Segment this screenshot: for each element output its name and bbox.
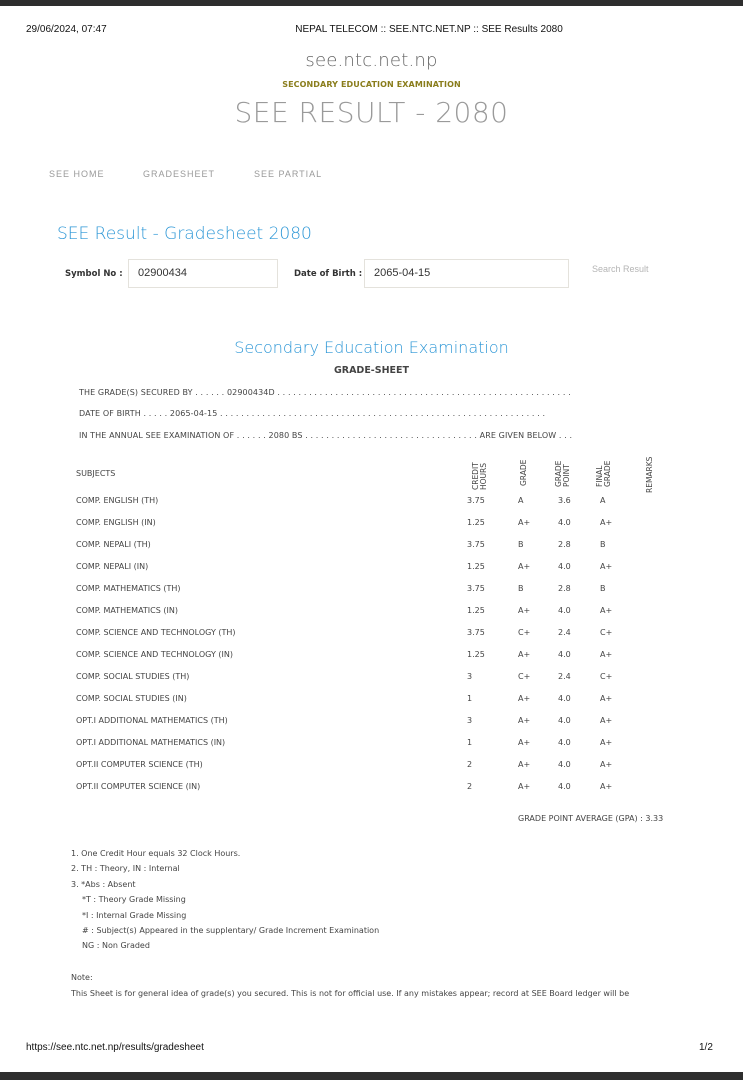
grade-cell: A+: [518, 650, 531, 659]
top-frame-bar: [0, 0, 743, 6]
final-grade-cell: B: [600, 584, 606, 593]
final-grade-cell: B: [600, 540, 606, 549]
grade-cell: C+: [518, 628, 531, 637]
grade-point-cell: 4.0: [558, 518, 571, 527]
col-header-gp-line2: POINT: [562, 464, 571, 487]
grade-point-cell: 4.0: [558, 562, 571, 571]
grade-cell: A+: [518, 606, 531, 615]
nav-item-gradesheet[interactable]: GRADESHEET: [143, 169, 216, 179]
credit-hours-cell: 3.75: [467, 540, 485, 549]
table-row: [76, 540, 676, 554]
print-datetime: 29/06/2024, 07:47: [26, 24, 107, 35]
grade-cell: A+: [518, 738, 531, 747]
final-grade-cell: A+: [600, 694, 613, 703]
col-header-remarks: [646, 457, 654, 493]
subject-cell: OPT.II COMPUTER SCIENCE (IN): [76, 782, 201, 791]
grade-cell: A+: [518, 760, 531, 769]
col-header-final-line1: FINAL: [595, 465, 604, 487]
subject-cell: COMP. MATHEMATICS (IN): [76, 606, 178, 615]
subject-cell: COMP. SOCIAL STUDIES (TH): [76, 672, 190, 681]
col-header-subjects: SUBJECTS: [76, 469, 116, 478]
grade-point-cell: 4.0: [558, 606, 571, 615]
note-item: 1. One Credit Hour equals 32 Clock Hours.: [71, 849, 241, 858]
table-row: [76, 562, 676, 576]
exam-line: IN THE ANNUAL SEE EXAMINATION OF . . . . . . 2080 BS . . . . . . . . . . . . . . . . . . . . . . . . . . . . . . . . . ARE GIVEN BELOW . . .: [79, 431, 573, 440]
credit-hours-cell: 1.25: [467, 562, 485, 571]
final-grade-cell: A+: [600, 716, 613, 725]
final-grade-cell: C+: [600, 672, 613, 681]
subject-cell: COMP. ENGLISH (IN): [76, 518, 156, 527]
grade-point-cell: 3.6: [558, 496, 571, 505]
note-label: Note:: [71, 973, 93, 982]
table-row: [76, 650, 676, 664]
search-result-button[interactable]: Search Result: [592, 264, 649, 274]
grade-cell: A+: [518, 716, 531, 725]
final-grade-cell: C+: [600, 628, 613, 637]
table-row: [76, 716, 676, 730]
note-item: 2. TH : Theory, IN : Internal: [71, 864, 180, 873]
credit-hours-cell: 1.25: [467, 518, 485, 527]
grade-cell: A: [518, 496, 524, 505]
final-grade-cell: A: [600, 496, 606, 505]
subject-cell: COMP. NEPALI (IN): [76, 562, 149, 571]
bottom-frame-bar: [0, 1072, 743, 1080]
grade-point-cell: 4.0: [558, 760, 571, 769]
gpa-summary: GRADE POINT AVERAGE (GPA) : 3.33: [518, 814, 664, 823]
grade-cell: A+: [518, 562, 531, 571]
col-header-grade-point: [555, 461, 571, 487]
grade-cell: A+: [518, 694, 531, 703]
grade-point-cell: 4.0: [558, 694, 571, 703]
subject-cell: COMP. SCIENCE AND TECHNOLOGY (TH): [76, 628, 236, 637]
dob-line: DATE OF BIRTH . . . . . 2065-04-15 . . . . . . . . . . . . . . . . . . . . . . . . . . . . . . . . . . . . . . . . . . . . . . . . . . . . . . . . . . . . . .: [79, 409, 546, 418]
print-url: https://see.ntc.net.np/results/gradesheet: [26, 1042, 204, 1053]
table-row: [76, 738, 676, 752]
secured-by-line: THE GRADE(S) SECURED BY . . . . . . 02900434D . . . . . . . . . . . . . . . . . . . . . . . . . . . . . . . . . . . . . . . . . . . . . . . . . . . . . . . .: [79, 388, 571, 397]
print-page-number: 1/2: [699, 1042, 713, 1053]
final-grade-cell: A+: [600, 650, 613, 659]
gradesheet-subtitle: GRADE-SHEET: [333, 365, 410, 376]
site-subtitle: SECONDARY EDUCATION EXAMINATION: [282, 80, 461, 89]
grade-point-cell: 4.0: [558, 782, 571, 791]
grade-cell: B: [518, 540, 524, 549]
note-item: *T : Theory Grade Missing: [82, 895, 186, 904]
table-row: [76, 760, 676, 774]
nav-item-see-partial[interactable]: SEE PARTIAL: [254, 169, 323, 179]
symbol-no-label: Symbol No :: [65, 269, 123, 279]
grade-point-cell: 4.0: [558, 650, 571, 659]
final-grade-cell: A+: [600, 738, 613, 747]
col-header-final-grade: [596, 461, 612, 487]
site-heading: SEE RESULT - 2080: [234, 96, 509, 129]
credit-hours-cell: 3.75: [467, 628, 485, 637]
final-grade-cell: A+: [600, 782, 613, 791]
note-item: *I : Internal Grade Missing: [82, 911, 187, 920]
subject-cell: COMP. SCIENCE AND TECHNOLOGY (IN): [76, 650, 233, 659]
grade-cell: A+: [518, 782, 531, 791]
final-grade-cell: A+: [600, 562, 613, 571]
subject-cell: COMP. SOCIAL STUDIES (IN): [76, 694, 187, 703]
subject-cell: OPT.I ADDITIONAL MATHEMATICS (IN): [76, 738, 226, 747]
form-title: SEE Result - Gradesheet 2080: [57, 224, 312, 244]
credit-hours-cell: 2: [467, 782, 473, 791]
table-row: [76, 694, 676, 708]
note-item: 3. *Abs : Absent: [71, 880, 136, 889]
table-row: [76, 672, 676, 686]
credit-hours-cell: 1.25: [467, 606, 485, 615]
col-header-gp-line1: GRADE: [554, 460, 563, 487]
subject-cell: COMP. NEPALI (TH): [76, 540, 151, 549]
subject-cell: OPT.II COMPUTER SCIENCE (TH): [76, 760, 203, 769]
nav-item-see-home[interactable]: SEE HOME: [49, 169, 105, 179]
table-row: [76, 584, 676, 598]
grade-point-cell: 2.4: [558, 628, 571, 637]
credit-hours-cell: 3.75: [467, 496, 485, 505]
col-header-final-line2: GRADE: [603, 460, 612, 487]
dob-label: Date of Birth :: [294, 269, 363, 279]
grade-point-cell: 2.4: [558, 672, 571, 681]
table-row: [76, 606, 676, 620]
credit-hours-cell: 3: [467, 716, 473, 725]
final-grade-cell: A+: [600, 518, 613, 527]
print-header: [0, 24, 743, 38]
dob-input[interactable]: 2065-04-15: [364, 259, 569, 288]
credit-hours-cell: 1: [467, 738, 473, 747]
grade-point-cell: 2.8: [558, 584, 571, 593]
table-row: [76, 496, 676, 510]
credit-hours-cell: 2: [467, 760, 473, 769]
grade-point-cell: 4.0: [558, 716, 571, 725]
symbol-no-input[interactable]: 02900434: [128, 259, 278, 288]
grade-point-cell: 4.0: [558, 738, 571, 747]
final-grade-cell: A+: [600, 760, 613, 769]
note-item: NG : Non Graded: [82, 941, 150, 950]
col-header-grade: [520, 460, 528, 486]
col-header-grade-text: GRADE: [519, 459, 528, 486]
grade-cell: C+: [518, 672, 531, 681]
note-item: # : Subject(s) Appeared in the supplentary/ Grade Increment Examination: [82, 926, 380, 935]
credit-hours-cell: 3: [467, 672, 473, 681]
gradesheet-title: Secondary Education Examination: [234, 338, 509, 357]
credit-hours-cell: 1.25: [467, 650, 485, 659]
col-header-credit-line2: HOURS: [479, 462, 488, 490]
disclaimer-text: This Sheet is for general idea of grade(s) you secured. This is not for official use. If any mistakes appear; record at SEE Board ledger will be: [71, 989, 630, 998]
site-name: see.ntc.net.np: [305, 50, 438, 71]
grade-cell: B: [518, 584, 524, 593]
grade-cell: A+: [518, 518, 531, 527]
col-header-credit-hours: [472, 462, 488, 490]
subject-cell: COMP. ENGLISH (TH): [76, 496, 159, 505]
print-page-title: NEPAL TELECOM :: SEE.NTC.NET.NP :: SEE Results 2080: [295, 24, 563, 35]
table-row: [76, 628, 676, 642]
col-header-remarks-text: REMARKS: [645, 456, 654, 493]
col-header-credit-line1: CREDIT: [471, 462, 480, 490]
credit-hours-cell: 3.75: [467, 584, 485, 593]
credit-hours-cell: 1: [467, 694, 473, 703]
subject-cell: COMP. MATHEMATICS (TH): [76, 584, 181, 593]
final-grade-cell: A+: [600, 606, 613, 615]
table-row: [76, 782, 676, 796]
subject-cell: OPT.I ADDITIONAL MATHEMATICS (TH): [76, 716, 228, 725]
table-row: [76, 518, 676, 532]
grade-point-cell: 2.8: [558, 540, 571, 549]
